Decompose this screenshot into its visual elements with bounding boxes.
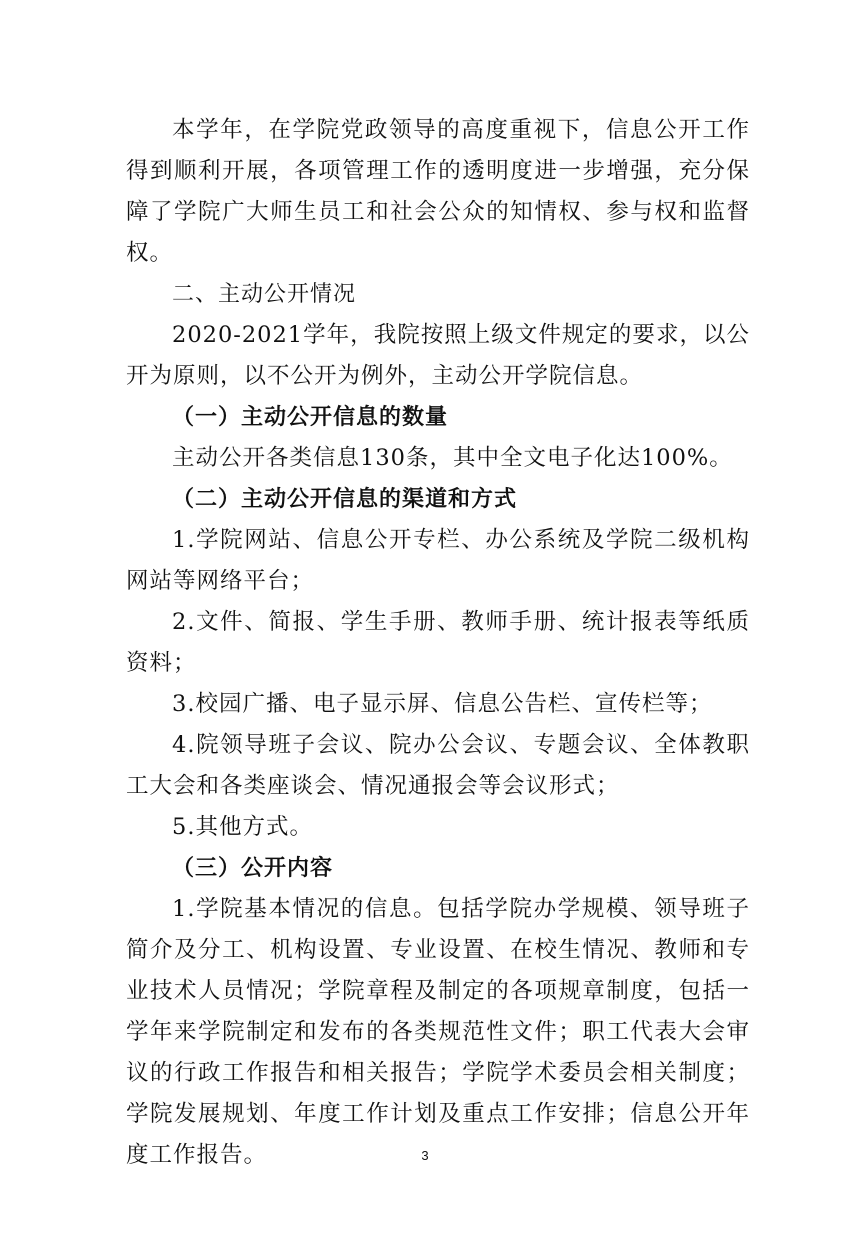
list-item: 1.学院网站、信息公开专栏、办公系统及学院二级机构网站等网络平台； <box>126 527 750 594</box>
subheading-2: （二）主动公开信息的渠道和方式 <box>172 486 518 512</box>
section-heading-2: 二、主动公开情况 <box>172 282 357 307</box>
list-item: 2.文件、简报、学生手册、教师手册、统计报表等纸质资料； <box>126 609 750 676</box>
list-item: 5.其他方式。 <box>172 814 313 840</box>
intro-paragraph: 本学年，在学院党政领导的高度重视下，信息公开工作得到顺利开展，各项管理工作的透明度进一步增强，充分保障了学院广大师生员工和社会公众的知情权、参与权和监督权。 <box>126 117 750 266</box>
quantity-paragraph: 主动公开各类信息130条，其中全文电子化达100%。 <box>172 445 733 471</box>
page-number: 3 <box>421 1148 429 1163</box>
subheading-1: （一）主动公开信息的数量 <box>172 404 449 430</box>
document-body <box>126 110 750 1176</box>
section-2-paragraph: 2020-2021学年，我院按照上级文件规定的要求，以公开为原则，以不公开为例外，主动公开学院信息。 <box>126 322 750 389</box>
subheading-3: （三）公开内容 <box>172 855 334 881</box>
content-paragraph: 1.学院基本情况的信息。包括学院办学规模、领导班子简介及分工、机构设置、专业设置、在校生情况、教师和专业技术人员情况；学院章程及制定的各项规章制度，包括一学年来学院制定和发布的各类规范性文件；职工代表大会审议的行政工作报告和相关报告；学院学术委员会相关制度；学院发展规划、年度工作计划及重点工作安排；信息公开年度工作报告。 <box>126 896 750 1168</box>
list-item: 4.院领导班子会议、院办公会议、专题会议、全体教职工大会和各类座谈会、情况通报会等会议形式； <box>126 732 750 799</box>
list-item: 3.校园广播、电子显示屏、信息公告栏、宣传栏等； <box>172 691 713 717</box>
